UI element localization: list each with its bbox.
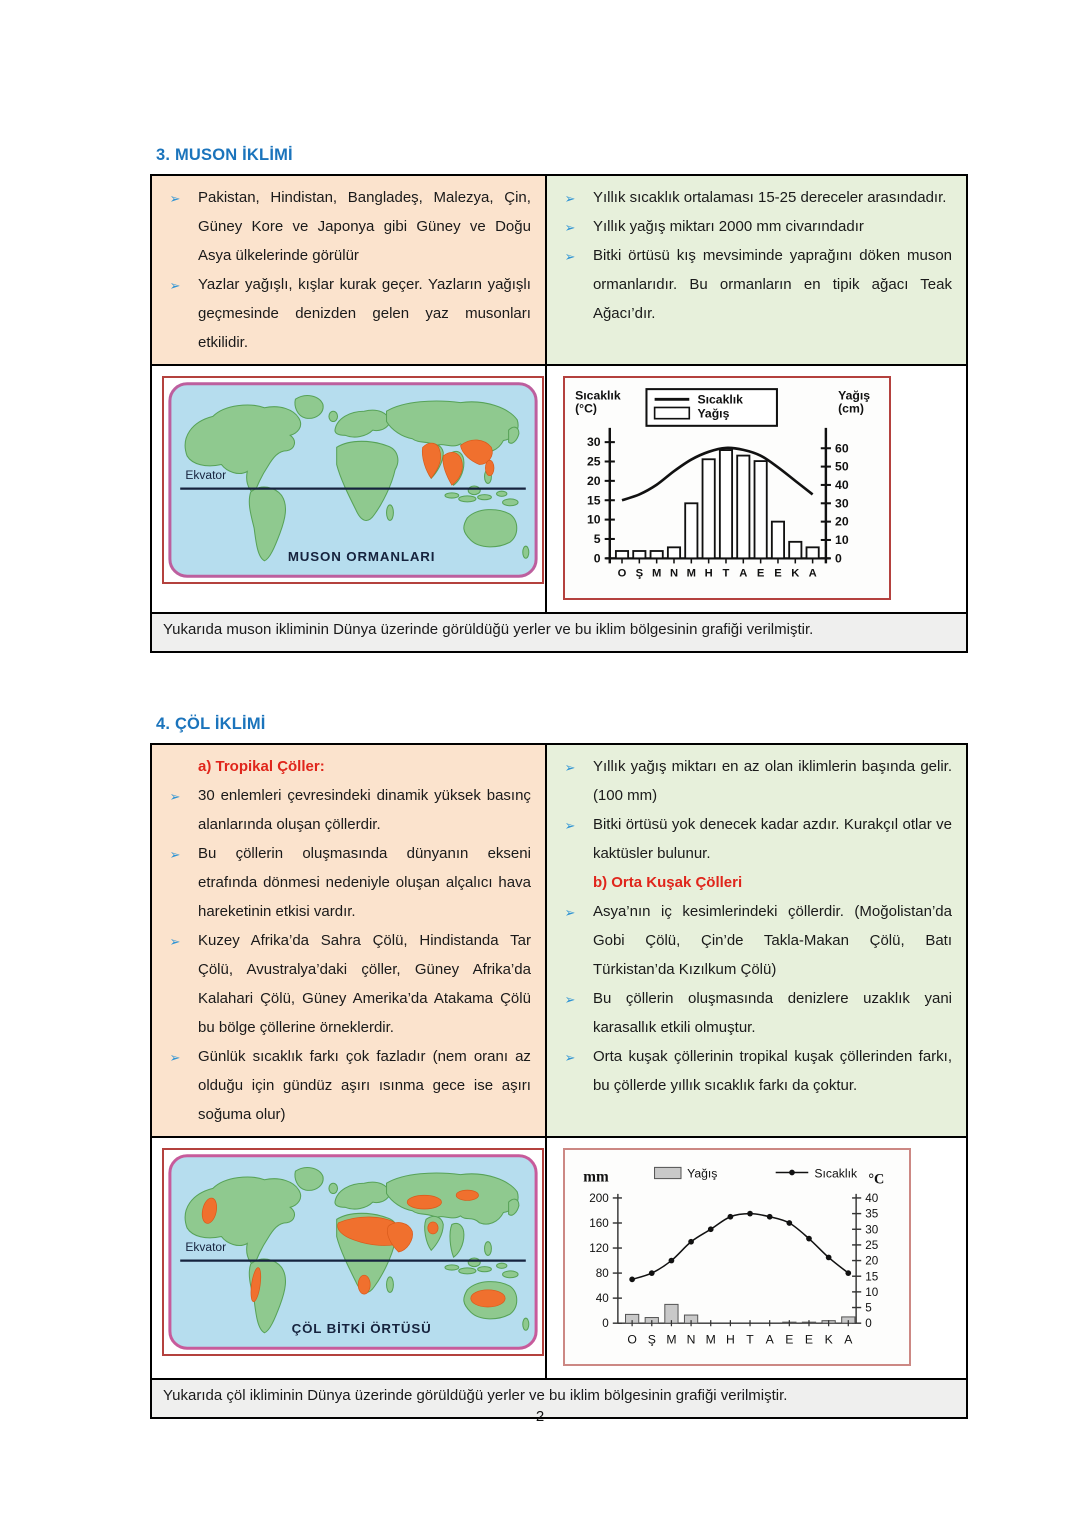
muson-table [150,174,968,653]
svg-text:O: O [627,1332,637,1347]
item-text: Bu çöllerin oluşmasında denizlere uzaklık yani karasallık etkili olmuştur. [592,990,952,1036]
svg-text:A: A [844,1332,853,1347]
svg-text:60: 60 [834,441,849,456]
col-chart-image [563,1148,911,1366]
svg-text:A: A [765,1332,774,1347]
svg-text:A: A [739,567,748,580]
bullet-arrow-icon [547,869,593,898]
svg-text:(cm): (cm) [838,401,864,416]
svg-text:E: E [774,567,782,580]
svg-text:°C: °C [868,1171,885,1188]
muson-right-cell [546,175,967,365]
bullet-item [547,984,966,1042]
bullet-item [547,810,966,868]
svg-text:(°C): (°C) [575,401,597,416]
muson-left-list [152,176,545,364]
svg-text:20: 20 [586,473,601,488]
bullet-item [547,241,966,328]
svg-text:Sıcaklık: Sıcaklık [575,388,621,403]
svg-text:Yağış: Yağış [697,406,730,421]
svg-text:Yağış: Yağış [838,388,870,403]
bullet-arrow-icon: ➢ [564,992,576,1007]
bullet-item [152,1042,545,1129]
col-map-cell [151,1137,546,1379]
bullet-arrow-icon: ➢ [169,191,181,206]
item-text: Yıllık yağış miktarı 2000 mm civarındadır [592,218,864,235]
muson-map-image [162,376,544,584]
svg-text:Sıcaklık: Sıcaklık [814,1166,858,1181]
svg-text:20: 20 [834,514,849,529]
bullet-item [152,781,545,839]
bullet-arrow-icon: ➢ [169,847,181,862]
col-left-list [152,745,545,1136]
svg-text:Ş: Ş [635,567,644,580]
sub-heading [152,752,545,781]
svg-text:0: 0 [865,1317,872,1331]
muson-chart-cell [546,365,967,613]
muson-climate-chart [569,383,885,593]
item-text: Yıllık sıcaklık ortalaması 15-25 dereceler arasındadır. [592,189,947,206]
svg-text:Sıcaklık: Sıcaklık [697,392,743,407]
svg-text:M: M [705,1332,716,1347]
col-left-cell [151,744,546,1137]
svg-text:A: A [808,567,817,580]
svg-text:E: E [804,1332,813,1347]
item-text: Kuzey Afrika’da Sahra Çölü, Hindistanda Tar Çölü, Avustralya’daki çöller, Güney Afrika’da Kalahari Çölü, Güney Amerika’da Atakama Çölü bu bölge çöllerine örneklerdir. [198,932,531,1036]
col-world-map [168,1154,538,1350]
svg-text:5: 5 [865,1301,872,1315]
svg-text:120: 120 [589,1242,609,1256]
svg-text:40: 40 [834,478,849,493]
item-text: Yazlar yağışlı, kışlar kurak geçer. Yazların yağışlı geçmesinde denizden gelen yaz musonları etkilidir. [198,276,531,351]
bullet-item [547,183,966,212]
bullet-arrow-icon: ➢ [564,760,576,775]
item-text: Bu çöllerin oluşmasında dünyanın ekseni etrafında dönmesi nedeniyle oluşan alçalıcı hava hareketinin etkisi vardır. [198,845,531,920]
svg-text:30: 30 [865,1223,879,1237]
svg-text:T: T [722,567,730,580]
svg-text:K: K [791,567,800,580]
bullet-item [152,839,545,926]
svg-text:O: O [617,567,627,580]
sub-heading [547,868,966,897]
item-text: Bitki örtüsü yok denecek kadar azdır. Kurakçıl otlar ve kaktüsler bulunur. [592,816,952,862]
map-title: ÇÖL BİTKİ ÖRTÜSÜ [291,1320,432,1336]
svg-text:H: H [725,1332,735,1347]
svg-text:N: N [686,1332,696,1347]
col-right-cell [546,744,967,1137]
document-content [150,146,968,1419]
svg-text:E: E [756,567,765,580]
item-text: Orta kuşak çöllerinin tropikal kuşak çöllerinden farkı, bu çöllerde yıllık sıcaklık farkı da çoktur. [592,1048,952,1094]
muson-map-cell [151,365,546,613]
bullet-item [547,752,966,810]
muson-table-caption: Yukarıda muson ikliminin Dünya üzerinde görüldüğü yerler ve bu iklim bölgesinin grafiği verilmiştir. [151,613,967,652]
bullet-arrow-icon: ➢ [169,789,181,804]
col-climate-chart [569,1155,905,1359]
item-text: a) Tropikal Çöller: [198,758,325,775]
bullet-item [152,183,545,270]
col-table [150,743,968,1419]
col-map-image [162,1148,544,1356]
muson-world-map [168,382,538,578]
bullet-arrow-icon: ➢ [564,249,576,264]
svg-text:H: H [704,567,713,580]
bullet-arrow-icon: ➢ [564,818,576,833]
svg-text:M: M [651,567,662,580]
item-text: b) Orta Kuşak Çölleri [592,874,743,891]
equator-label: Ekvator [185,1240,227,1255]
svg-text:N: N [669,567,678,580]
bullet-arrow-icon: ➢ [564,1050,576,1065]
muson-right-list [547,176,966,335]
muson-chart-image [563,376,891,600]
svg-text:15: 15 [865,1270,879,1284]
svg-text:0: 0 [593,551,601,566]
item-text: Bitki örtüsü kış mevsiminde yaprağını döken muson ormanlarıdır. Bu ormanların en tipik ağacı Teak Ağacı’dır. [592,247,952,322]
col-table-caption: Yukarıda çöl ikliminin Dünya üzerinde görüldüğü yerler ve bu iklim bölgesinin grafiği verilmiştir. [151,1379,967,1418]
bullet-arrow-icon: ➢ [169,934,181,949]
item-text: Asya’nın iç kesimlerindeki çöllerdir. (Moğolistan’da Gobi Çölü, Çin’de Takla-Makan Çölü, Batı Türkistan’da Kızılkum Çölü) [592,903,952,978]
svg-text:30: 30 [586,435,601,450]
item-text: Yıllık yağış miktarı en az olan iklimlerin başında gelir. (100 mm) [592,758,952,804]
svg-text:40: 40 [865,1192,879,1206]
map-title: MUSON ORMANLARI [287,548,436,564]
bullet-arrow-icon [152,753,198,782]
item-text: Pakistan, Hindistan, Bangladeş, Malezya, Çin, Güney Kore ve Japonya gibi Güney ve Doğu Asya ülkelerinde görülür [198,189,531,264]
svg-text:25: 25 [865,1238,879,1252]
svg-text:35: 35 [865,1207,879,1221]
bullet-item [547,1042,966,1100]
svg-text:M: M [686,567,696,580]
svg-text:0: 0 [602,1317,609,1331]
svg-text:Yağış: Yağış [687,1166,718,1181]
svg-text:0: 0 [834,551,842,566]
svg-text:10: 10 [834,533,849,548]
svg-text:50: 50 [834,459,849,474]
item-text: 30 enlemleri çevresindeki dinamik yüksek basınç alanlarında oluşan çöllerdir. [198,787,531,833]
bullet-item [152,270,545,357]
muson-left-cell [151,175,546,365]
bullet-arrow-icon: ➢ [564,905,576,920]
svg-text:200: 200 [589,1192,609,1206]
svg-text:Ş: Ş [647,1332,656,1347]
svg-text:5: 5 [593,532,601,547]
svg-text:10: 10 [865,1285,879,1299]
col-chart-cell [546,1137,967,1379]
page-number: 2 [535,1408,545,1425]
section-4-title: 4. ÇÖL İKLİMİ [156,715,266,733]
svg-text:80: 80 [595,1267,609,1281]
bullet-arrow-icon: ➢ [169,278,181,293]
svg-text:40: 40 [595,1292,609,1306]
bullet-arrow-icon: ➢ [169,1050,181,1065]
bullet-arrow-icon: ➢ [564,220,576,235]
svg-text:K: K [824,1332,833,1347]
svg-text:T: T [746,1332,754,1347]
svg-text:mm: mm [583,1168,609,1186]
bullet-item [547,212,966,241]
svg-text:25: 25 [586,454,601,469]
svg-text:M: M [666,1332,677,1347]
bullet-item [152,926,545,1042]
bullet-arrow-icon: ➢ [564,191,576,206]
section-3-title: 3. MUSON İKLİMİ [156,146,293,164]
bullet-item [547,897,966,984]
svg-text:20: 20 [865,1254,879,1268]
equator-label: Ekvator [185,468,227,483]
svg-text:E: E [785,1332,794,1347]
svg-text:15: 15 [586,493,601,508]
svg-text:10: 10 [586,512,601,527]
svg-text:160: 160 [589,1217,609,1231]
item-text: Günlük sıcaklık farkı çok fazladır (nem oranı az olduğu için gündüz aşırı ısınma gece ise aşırı soğuma olur) [198,1048,531,1123]
col-right-list [547,745,966,1107]
svg-text:30: 30 [834,496,849,511]
